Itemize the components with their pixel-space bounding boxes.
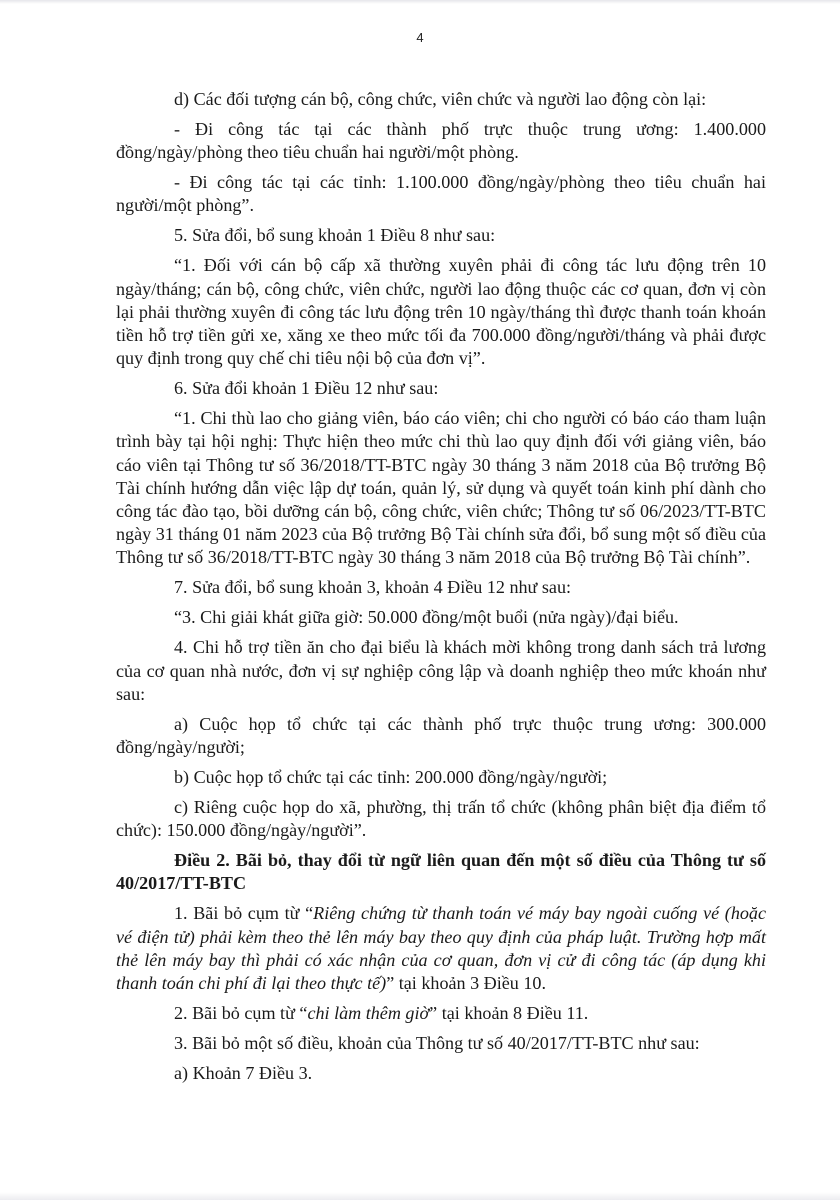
repeal-2-lead: 2. Bãi bỏ cụm từ “: [174, 1003, 308, 1024]
paragraph-d-other-staff: d) Các đối tượng cán bộ, công chức, viên chức và người lao động còn lại:: [174, 89, 707, 109]
paragraph-meal-province: b) Cuộc họp tổ chức tại các tỉnh: 200.000 đồng/ngày/người;: [174, 767, 608, 788]
repeal-1-tail: ” tại khoản 3 Điều 10.: [386, 973, 546, 994]
repeal-1-lead: 1. Bãi bỏ cụm từ “: [174, 903, 314, 924]
paragraph-refreshment-rate: “3. Chi giải khát giữa giờ: 50.000 đồng/một buổi (nửa ngày)/đại biểu.: [174, 607, 679, 628]
repeal-2-tail: ” tại khoản 8 Điều 11.: [429, 1003, 589, 1024]
scan-edge-bottom: [0, 1192, 840, 1200]
paragraph-province-rate: - Đi công tác tại các tỉnh: 1.100.000 đồng/ngày/phòng theo tiêu chuẩn hai người/một phòng”.: [116, 172, 766, 216]
paragraph-repeal-phrase-2: [116, 1002, 766, 1025]
paragraph-amend-article-12: 6. Sửa đổi khoản 1 Điều 12 như sau:: [174, 378, 439, 399]
scan-edge-top: [0, 0, 840, 4]
paragraph-meal-commune: c) Riêng cuộc họp do xã, phường, thị trấn tổ chức (không phân biệt địa điểm tổ chức): 150.000 đồng/ngày/người”.: [116, 797, 766, 841]
paragraph-repeal-item-a: a) Khoản 7 Điều 3.: [174, 1063, 313, 1084]
paragraph-amend-article-12-clauses-3-4: 7. Sửa đổi, bổ sung khoản 3, khoản 4 Điều 12 như sau:: [174, 577, 572, 598]
paragraph-repeal-articles: 3. Bãi bỏ một số điều, khoản của Thông tư số 40/2017/TT-BTC như sau:: [174, 1033, 700, 1054]
paragraph-repeal-phrase-1: [116, 902, 766, 995]
document-body: [116, 88, 766, 1092]
article-2-heading: Điều 2. Bãi bỏ, thay đổi từ ngữ liên quan đến một số điều của Thông tư số 40/2017/TT-BTC: [116, 850, 766, 894]
page-number: 4: [416, 30, 424, 45]
paragraph-article-12-clause-1: “1. Chi thù lao cho giảng viên, báo cáo viên; chi cho người có báo cáo tham luận trình bày tại hội nghị: Thực hiện theo mức chi thù lao quy định đối với giảng viên, báo cáo viên tại Thông tư số 36/2018/TT-BTC ngày 30 tháng 3 năm 2018 của Bộ trưởng Bộ Tài chính hướng dẫn việc lập dự toán, quản lý, sử dụng và quyết toán kinh phí dành cho công tác đào tạo, bồi dưỡng cán bộ, công chức, viên chức; Thông tư số 06/2023/TT-BTC ngày 31 tháng 01 năm 2023 của Bộ trưởng Bộ Tài chính sửa đổi, bổ sung một số điều của Thông tư số 36/2018/TT-BTC ngày 30 tháng 3 năm 2018 của Bộ trưởng Bộ Tài chính”.: [116, 408, 766, 568]
repeal-1-quoted-phrase: Riêng chứng từ thanh toán vé máy bay ngoài cuống vé (hoặc vé điện tử) phải kèm theo thẻ lên máy bay theo quy định của pháp luật. Trường hợp mất thẻ lên máy bay thì phải có xác nhận của cơ quan, đơn vị cử đi công tác (áp dụng khi thanh toán chi phí đi lại theo thực tế): [116, 903, 766, 994]
paragraph-central-city-rate: - Đi công tác tại các thành phố trực thuộc trung ương: 1.400.000 đồng/ngày/phòng theo tiêu chuẩn hai người/một phòng.: [116, 119, 766, 163]
repeal-2-quoted-phrase: chi làm thêm giờ: [307, 1003, 430, 1024]
paragraph-meal-central-city: a) Cuộc họp tổ chức tại các thành phố trực thuộc trung ương: 300.000 đồng/ngày/người;: [116, 713, 766, 758]
paragraph-meal-support: 4. Chi hỗ trợ tiền ăn cho đại biểu là khách mời không trong danh sách trả lương của cơ quan nhà nước, đơn vị sự nghiệp công lập và doanh nghiệp theo mức khoán như sau:: [116, 637, 766, 704]
paragraph-amend-article-8: 5. Sửa đổi, bổ sung khoản 1 Điều 8 như sau:: [174, 225, 496, 246]
paragraph-article-8-clause-1: “1. Đối với cán bộ cấp xã thường xuyên phải đi công tác lưu động trên 10 ngày/tháng; cán bộ, công chức, viên chức, người lao động thuộc các cơ quan, đơn vị còn lại phải thường xuyên đi công tác lưu động trên 10 ngày/tháng thì được thanh toán khoán tiền hỗ trợ tiền gửi xe, xăng xe theo mức tối đa 700.000 đồng/người/tháng và phải được quy định trong quy chế chi tiêu nội bộ của đơn vị”.: [116, 255, 766, 369]
